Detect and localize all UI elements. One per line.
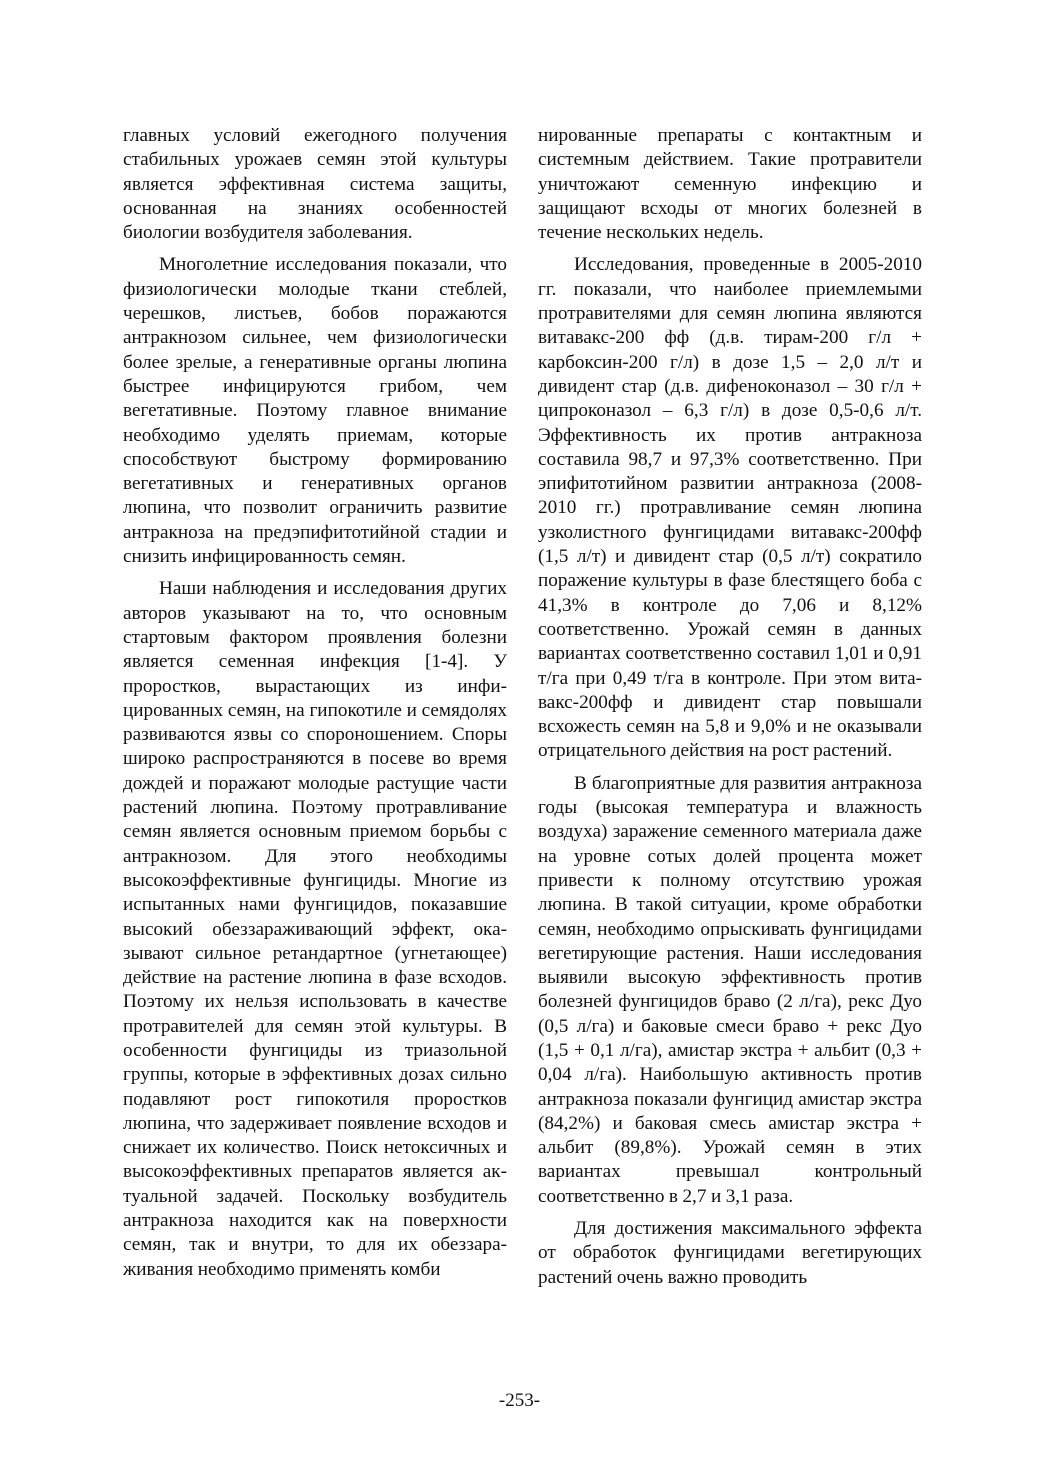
paragraph: нированные препараты с контактным и системным действием. Такие протравители уничтожают семенную инфекцию и защищают всходы от многих болезней в течение нескольких недель.	[538, 125, 922, 244]
paragraph: Многолетние исследования показали, что физиологически молодые ткани стеблей, черешков, листьев, бобов поражаются антракнозом сильнее, чем физиологически более зрелые, а генеративные органы люпина быстрее инфицируются грибом, чем вегетативные. Поэтому главное внимание необходимо уделять приемам, которые способствуют быстрому формированию вегетативных и генеративных органов люпина, что позволит ограничить развитие антракноза на предэпифитотийной стадии и снизить инфицированность семян.	[123, 254, 507, 568]
paragraph: Наши наблюдения и исследования других авторов указывают на то, что основным стартовым фактором проявления болезни является семенная инфекция [1-4]. У проростков, вырастающих из инфицированных семян, на гипокотиле и семядолях развиваются язвы со спороношением. Споры широко распространяются в посеве во время дождей и поражают молодые растущие части растений люпина. Поэтому протравливание семян является основным приемом борьбы с антракнозом. Для этого необходимы высокоэффективные фунгициды. Многие из испытанных нами фунгицидов, показавшие высокий обеззараживающий эффект, оказывают сильное ретандартное (угнетающее) действие на растение люпина в фазе всходов. Поэтому их нельзя использовать в качестве протравителей для семян этой культуры. В особенности фунгициды из триазольной группы, которые в эффективных дозах сильно подавляют рост гипокотиля проростков люпина, что задерживает появление всходов и снижает их количество. Поиск нетоксичных и высокоэффективных препаратов является актуальной задачей. Поскольку возбудитель антракноза находится как на поверхности семян, так и внутри, то для их обеззараживания необходимо применять комби	[123, 578, 507, 1280]
paragraph: В благоприятные для развития антракноза годы (высокая температура и влажность воздуха) заражение семенного материала даже на уровне сотых долей процента может привести к полному отсутствию урожая люпина. В такой ситуации, кроме обработки семян, необходимо опрыскивать фунгицидами вегетирующие растения. Наши исследования выявили высокую эффективность против болезней фунгицидов браво (2 л/га), рекс Дуо (0,5 л/га) и баковые смеси браво + рекс Дуо (1,5 + 0,1 л/га), амистар экстра + альбит (0,3 + 0,04 л/га). Наибольшую активность против антракноза показали фунгицид амистар экстра (84,2%) и баковая смесь амистар экстра + альбит (89,8%). Урожай семян в этих вариантах превышал контрольный соответственно в 2,7 и 3,1 раза.	[538, 772, 922, 1207]
paragraph: Исследования, проведенные в 2005-2010 гг. показали, что наиболее приемлемыми протравителями для семян люпина являются витавакс-200 фф (д.в. тирам-200 г/л + карбоксин-200 г/л) в дозе 1,5 – 2,0 л/т и дивидент стар (д.в. дифеноконазол – 30 г/л + ципроконазол – 6,3 г/л) в дозе 0,5-0,6 л/т. Эффективность их против антракноза составила 98,7 и 97,3% соответственно. При эпифитотийном развитии антракноза (2008-2010 гг.) протравливание семян люпина узколистного фунгицидами витавакс-200фф (1,5 л/т) и дивидент стар (0,5 л/т) сократило поражение культуры в фазе блестящего боба с 41,3% в контроле до 7,06 и 8,12% соответственно. Урожай семян в данных вариантах соответственно составил 1,01 и 0,91 т/га при 0,49 т/га в контроле. При этом витавакс-200фф и дивидент стар повышали всхожесть семян на 5,8 и 9,0% и не оказывали отрицательного действия на рост растений.	[538, 254, 922, 762]
paragraph: Для достижения максимального эффекта от обработок фунгицидами вегетирующих растений очень важно проводить	[538, 1218, 922, 1288]
paragraph: главных условий ежегодного получения стабильных урожаев семян этой культуры является эффективная система защиты, основанная на знаниях особенностей биологии возбудителя заболевания.	[123, 125, 507, 244]
left-column	[123, 124, 507, 1290]
page-number: -253-	[498, 1390, 541, 1411]
right-column	[538, 124, 922, 1298]
